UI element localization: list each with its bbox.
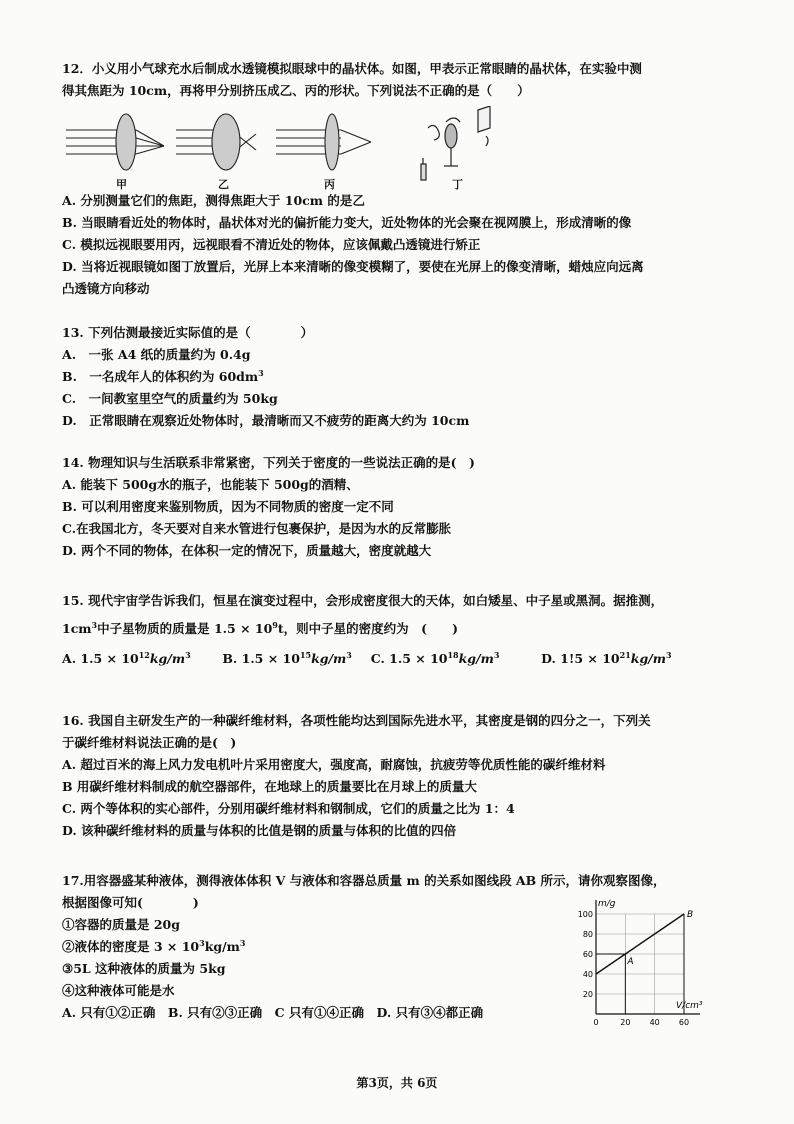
question-12 (62, 58, 752, 102)
q15-option-a (62, 648, 218, 670)
q17-item-2-exp: 3 (199, 937, 205, 948)
q15-a-unit-exp: 3 (185, 649, 191, 660)
q17-stem-line1: 17.用容器盛某种液体，测得液体体积 V 与液体和容器总质量 m 的关系如图线段 AB 所示，请你观察图像， (62, 873, 666, 888)
q15-stem-line2 (62, 618, 752, 640)
y-tick-labels (578, 910, 593, 999)
series-line (596, 914, 684, 974)
q15-c-unit: kg/m (458, 651, 494, 666)
y-tick-label: 20 (582, 990, 593, 999)
point-a-dropline (596, 914, 684, 1014)
q17-stem-line2: 根据图像可知( ) (62, 895, 199, 910)
label-bing: 丙 (324, 178, 335, 191)
q13-option-b (62, 366, 752, 388)
q15-option-c (371, 648, 537, 670)
q17-item-1: ①容器的质量是 20g (62, 917, 180, 932)
q14-option-a: A. 能装下 500g水的瓶子，也能装下 500g的酒精、 (62, 477, 359, 492)
q15-d-unit: kg/m (630, 651, 666, 666)
q16-option-b: B 用碳纤维材料制成的航空器部件，在地球上的质量要比在月球上的质量大 (62, 779, 477, 794)
x-tick-label: 40 (649, 1018, 660, 1027)
q15-a-pre: A. 1.5 × 10 (62, 651, 139, 666)
x-tick-labels (593, 1018, 689, 1027)
q15-question: t，则中子星的密度约为 ( ) (277, 621, 458, 636)
point-a-label: A (627, 957, 634, 967)
label-yi: 乙 (218, 178, 229, 191)
q15-b-unit-exp: 3 (346, 649, 352, 660)
q15-option-b (222, 648, 366, 670)
q15-c-exp: 18 (447, 649, 459, 660)
q15-a-exp: 12 (138, 649, 150, 660)
q15-a-unit: kg/m (149, 651, 186, 666)
q12-option-c: C. 模拟远视眼要用丙，远视眼看不清近处的物体，应该佩戴凸透镜进行矫正 (62, 237, 481, 252)
q12-stem-line1: 12．小义用小气球充水后制成水透镜模拟眼球中的晶状体。如图，甲表示正常眼睛的晶状体，在实验中测 (62, 61, 642, 76)
question-14 (62, 452, 752, 562)
q12-options (62, 190, 752, 300)
q15-b-exp: 15 (299, 649, 312, 660)
y-tick-label: 80 (582, 930, 593, 939)
q16-option-d: D. 该种碳纤维材料的质量与体积的比值是钢的质量与体积的比值的四倍 (62, 823, 457, 838)
q13-option-c: C. 一间教室里空气的质量约为 50kg (62, 391, 278, 406)
question-13 (62, 322, 752, 432)
y-tick-label: 40 (582, 970, 593, 979)
q15-mass: 中子星物质的质量是 1.5 × 10 (97, 621, 273, 636)
lens-bing (276, 114, 371, 170)
lens-jia (66, 114, 164, 170)
q15-c-pre: C. 1.5 × 10 (370, 651, 448, 666)
q13-stem: 13. 下列估测最接近实际值的是（ ） (62, 325, 314, 340)
q15-b-unit: kg/m (311, 651, 347, 666)
point-b-label: B (687, 910, 694, 920)
q12-option-d-cont: 凸透镜方向移动 (62, 281, 150, 296)
chart-gridlines (596, 914, 684, 1014)
x-tick-label: 20 (620, 1018, 631, 1027)
x-axis-label: V/cm³ (676, 1001, 703, 1011)
x-tick-label: 60 (678, 1018, 690, 1027)
q14-stem: 14. 物理知识与生活联系非常紧密，下列关于密度的一些说法正确的是( ) (62, 455, 475, 470)
q15-d-unit-exp: 3 (665, 649, 672, 660)
q14-option-b: B. 可以利用密度来鉴别物质，因为不同物质的密度一定不同 (62, 499, 394, 514)
lens-yi (176, 114, 256, 170)
page-footer: 第3页，共 6页 (356, 1076, 438, 1090)
x-tick-label: 0 (593, 1018, 599, 1027)
q15-d-exp: 21 (619, 649, 631, 660)
q16-option-c: C. 两个等体积的实心部件，分别用碳纤维材料和钢制成，它们的质量之比为 1：4 (62, 801, 515, 816)
y-tick-label: 60 (582, 950, 593, 959)
y-axis-label: m/g (598, 899, 616, 909)
q17-item-4: ④这种液体可能是水 (62, 983, 175, 998)
q17-item-2-text: ②液体的密度是 3 × 10 (62, 939, 200, 954)
q14-option-d: D. 两个不同的物体，在体积一定的情况下，质量越大，密度就越大 (62, 543, 432, 558)
q15-option-d (541, 648, 671, 670)
q12-lens-figure (66, 106, 526, 194)
q17-item-2-unit: kg/m (204, 939, 240, 954)
q15-stem-line1: 15. 现代宇宙学告诉我们，恒星在演变过程中，会形成密度很大的天体，如白矮星、中子星或黑洞。据推测， (62, 593, 664, 608)
q17-options: A. 只有①②正确 B. 只有②③正确 C 只有①④正确 D. 只有③④都正确 (62, 1005, 484, 1020)
q16-stem-line2: 于碳纤维材料说法正确的是( ) (62, 735, 237, 750)
q15-options (62, 648, 752, 670)
q12-option-b: B. 当眼睛看近处的物体时，晶状体对光的偏折能力变大，近处物体的光会聚在视网膜上，形成清晰的像 (62, 215, 632, 230)
q13-option-b-text: B. 一名成年人的体积约为 60dm (62, 369, 259, 384)
q13-option-d: D. 正常眼睛在观察近处物体时，最清晰而又不疲劳的距离大约为 10cm (62, 413, 470, 428)
q12-option-d: D. 当将近视眼镜如图丁放置后，光屏上本来清晰的像变模糊了，要使在光屏上的像变清晰，蜡烛应向远离 (62, 259, 644, 274)
q15-mass-sup: 9 (272, 619, 278, 630)
q17-item-2-unit-exp: 3 (239, 937, 246, 948)
q14-option-c: C.在我国北方，冬天要对自来水管进行包裹保护，是因为水的反常膨胀 (62, 521, 452, 536)
q15-c-unit-exp: 3 (493, 649, 500, 660)
q12-option-a: A. 分别测量它们的焦距，测得焦距大于 10cm 的是乙 (62, 193, 365, 208)
q12-stem-line2: 得其焦距为 10cm，再将甲分别挤压成乙、丙的形状。下列说法不正确的是（ ） (62, 83, 530, 98)
q17-item-3: ③5L 这种液体的质量为 5kg (62, 961, 226, 976)
q16-option-a: A. 超过百米的海上风力发电机叶片采用密度大，强度高，耐腐蚀，抗疲劳等优质性能的碳纤维材料 (62, 757, 606, 772)
setup-ding (421, 106, 490, 180)
y-tick-label: 100 (577, 910, 593, 919)
mass-volume-chart (572, 894, 722, 1034)
q17-graph (572, 894, 722, 1034)
label-ding: 丁 (452, 178, 463, 191)
q15-unit-sup: 3 (91, 619, 98, 630)
question-16 (62, 710, 752, 842)
label-jia: 甲 (116, 178, 127, 191)
q13-option-b-sup: 3 (258, 367, 264, 378)
q15-d-pre: D. 1!5 × 10 (541, 651, 620, 666)
q15-b-pre: B. 1.5 × 10 (222, 651, 300, 666)
q16-stem-line1: 16. 我国自主研发生产的一种碳纤维材料，各项性能均达到国际先进水平，其密度是钢的四分之一，下列关 (62, 713, 651, 728)
q15-unit: 1cm (62, 621, 92, 636)
q13-option-a: A. 一张 A4 纸的质量约为 0.4g (62, 347, 251, 362)
question-15 (62, 590, 752, 670)
